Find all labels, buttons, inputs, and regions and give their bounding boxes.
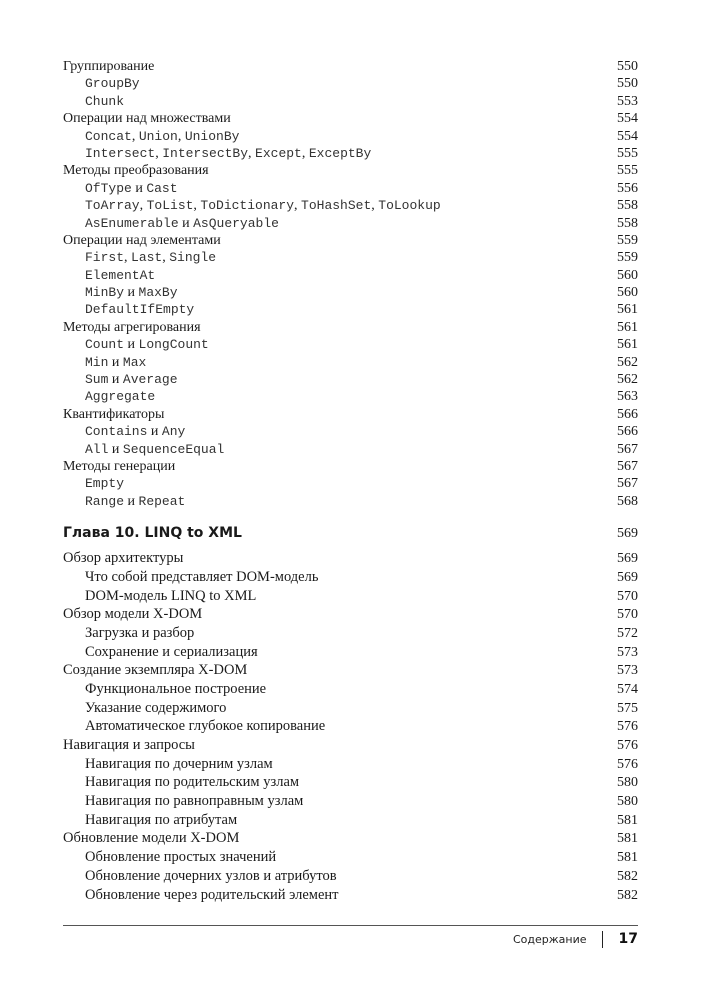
code-term: All [85,441,109,457]
toc-entry [63,699,638,718]
toc-entry [63,680,638,699]
code-term: Count [85,337,125,353]
toc-entry-title [63,75,140,92]
toc-entry-page: 568 [617,493,638,509]
toc-entry-page: 567 [617,441,638,457]
toc-entry-title: Функциональное построение [85,680,267,697]
toc-entry-page: 556 [617,180,638,196]
text-fragment: , [139,198,147,214]
toc-entry-page: 582 [617,887,638,903]
toc-entry-title [63,475,124,492]
toc-entry-page: 580 [617,775,638,791]
toc-entry-page: 562 [617,372,638,388]
toc-entry [63,549,638,568]
text-fragment: и [108,372,123,388]
toc-entry-page: 570 [617,607,638,623]
page-footer [513,930,638,948]
text-fragment: Методы преобразования [63,163,209,179]
toc-entry-page: 555 [617,163,638,179]
toc-entry-page: 566 [617,406,638,422]
toc-entry [63,162,638,179]
code-term: UnionBy [184,128,240,144]
toc-entry-title: Обновление дочерних узлов и атрибутов [85,867,337,884]
toc-entry-page: 560 [617,285,638,301]
toc-entry-title [63,162,209,179]
toc-entry [63,773,638,792]
toc-entry-page: 561 [617,302,638,318]
code-term: ExceptBy [308,145,372,161]
toc-entry-page: 561 [617,337,638,353]
code-term: ToDictionary [200,198,295,214]
toc-entry-title [63,267,155,284]
toc-entry [63,232,638,249]
toc-entry [63,110,638,127]
toc-entry [63,568,638,587]
toc-entry [63,848,638,867]
text-fragment: Группирование [63,59,155,74]
toc-entry-title: Навигация по атрибутам [85,811,238,828]
footer-section-label: Содержание [512,932,587,946]
text-fragment: , [371,198,379,214]
toc-entry [63,197,638,214]
code-term: Any [161,424,186,440]
code-term: ToLookup [378,198,441,214]
code-term: Single [169,250,217,266]
toc-entry [63,128,638,145]
code-term: OfType [85,180,132,196]
toc-entry-title [63,197,441,214]
code-term: DefaultIfEmpty [85,302,195,318]
toc-entry-page: 558 [617,198,638,214]
toc-entry-title: Обзор архитектуры [63,550,184,567]
toc-entry [63,605,638,624]
text-fragment: Операции над элементами [63,232,221,248]
text-fragment: и [124,493,139,509]
toc-entry-title [63,180,178,197]
toc-entry [63,458,638,475]
toc-entry [63,354,638,371]
footer-divider [63,925,638,926]
toc-entry-title [63,441,224,458]
text-fragment: Операции над множествами [63,111,231,127]
toc-entry-title [63,301,194,318]
toc-entry-page: 575 [617,700,638,716]
toc-entry-page: 569 [617,569,638,585]
text-fragment: Методы агрегирования [63,319,201,335]
toc-entry-page: 581 [617,812,638,828]
toc-entry-title: Загрузка и разбор [85,624,195,641]
toc-entry-page: 581 [617,831,638,847]
toc-entry-title [63,249,216,266]
code-term: Last [131,250,163,266]
text-fragment: , [155,145,163,161]
text-fragment: , [177,128,185,144]
toc-entry-page: 573 [617,644,638,660]
toc-entry [63,336,638,353]
toc-entry [63,58,638,75]
toc-entry-title [63,388,155,405]
toc-entry [63,215,638,232]
toc-entry-title: Обзор модели X-DOM [63,606,203,623]
toc-entry [63,145,638,162]
toc-entry [63,267,638,284]
toc-entry-page: 554 [617,128,638,144]
toc-entry-page: 560 [617,267,638,283]
toc-entry-page: 566 [617,424,638,440]
toc-entry [63,284,638,301]
text-fragment: , [294,198,302,214]
toc-entry [63,93,638,110]
code-term: MinBy [85,285,125,301]
code-term: Cast [146,180,178,196]
toc-entry [63,755,638,774]
code-term: ToHashSet [301,198,372,214]
toc-entry-page: 582 [617,868,638,884]
toc-entry-title: Навигация и запросы [63,737,195,754]
code-term: Sum [85,372,109,388]
toc-entry-title [63,93,124,110]
toc-entry [63,423,638,440]
page-number: 17 [618,931,638,947]
toc-entry-title: Что собой представляет DOM-модель [85,568,319,585]
code-term: Chunk [85,93,125,109]
toc-entry-page: 572 [617,625,638,641]
toc-entry-page: 550 [617,76,638,92]
toc-entry-title [63,336,209,353]
toc-entry-title [63,319,201,336]
toc-entry-title [63,423,185,440]
text-fragment: Методы генерации [63,458,176,474]
text-fragment: , [248,145,256,161]
code-term: Aggregate [85,389,156,405]
toc-entry [63,441,638,458]
toc-entry-title [63,145,371,162]
footer-separator [602,931,603,948]
code-term: SequenceEqual [122,441,225,457]
toc-entry [63,829,638,848]
code-term: AsEnumerable [85,215,179,231]
toc-entry-title: Навигация по родительским узлам [85,774,300,791]
toc-entry [63,886,638,905]
toc-entry-title [63,110,231,127]
toc-entry-title [63,406,164,423]
toc-entry-page: 558 [617,215,638,231]
text-fragment: и [131,180,147,196]
code-term: ToArray [85,198,140,214]
toc-entry-page: 576 [617,738,638,754]
toc-entry-title [63,128,239,145]
code-term: Range [85,493,125,509]
code-term: First [85,250,125,266]
code-term: Contains [85,424,148,440]
toc-entry [63,624,638,643]
toc-entry-page: 581 [617,850,638,866]
toc-entry [63,587,638,606]
toc-entry [63,867,638,886]
toc-entry-title [63,458,175,475]
code-term: AsQueryable [193,215,279,231]
toc-entry [63,736,638,755]
toc-entry [63,493,638,510]
toc-entry-title: Обновление через родительский элемент [85,886,339,903]
toc-entry-title [63,354,146,371]
toc-entry-page: 567 [617,476,638,492]
toc-entry-page: 550 [617,59,638,74]
toc-entry-page: 553 [617,93,638,109]
code-term: Except [255,145,302,161]
text-fragment: и [147,424,162,440]
code-term: Max [122,354,147,370]
toc-entry-title [63,493,185,510]
toc-entry [63,249,638,266]
toc-entry-page: 573 [617,663,638,679]
toc-entry-page: 580 [617,794,638,810]
chapter-page: 569 [617,526,638,542]
chapter-heading [63,523,638,543]
toc-entry-title: Навигация по дочерним узлам [85,755,273,772]
text-fragment: , [124,250,132,266]
toc-entry-title [63,371,178,388]
toc-entry-page: 555 [617,145,638,161]
text-fragment: и [108,441,123,457]
toc-entry-page: 569 [617,551,638,567]
table-of-contents [63,58,638,904]
toc-entry [63,661,638,680]
text-fragment: Квантификаторы [63,406,165,422]
toc-entry-title [63,284,178,301]
toc-entry-page: 570 [617,588,638,604]
toc-entry [63,811,638,830]
toc-entry-title: Указание содержимого [85,699,227,716]
code-term: Intersect [85,145,156,161]
toc-entry-page: 562 [617,354,638,370]
toc-entry [63,792,638,811]
text-fragment: и [124,285,139,301]
toc-entry [63,406,638,423]
text-fragment: , [193,198,201,214]
toc-entry [63,301,638,318]
toc-entry [63,75,638,92]
toc-entry-page: 559 [617,232,638,248]
toc-entry-title: Обновление простых значений [85,849,277,866]
code-term: LongCount [138,337,209,353]
toc-section-linq-to-xml [63,549,638,904]
text-fragment: , [301,145,309,161]
code-term: IntersectBy [162,145,249,161]
chapter-title: Глава 10. LINQ to XML [63,525,242,542]
toc-section-linq-operators [63,58,638,510]
toc-entry-title: DOM-модель LINQ to XML [85,587,257,604]
code-term: Union [138,128,178,144]
toc-entry [63,717,638,736]
code-term: GroupBy [85,76,140,92]
code-term: ToList [146,198,194,214]
toc-entry-title [63,232,221,249]
toc-entry-title: Создание экземпляра X-DOM [63,662,248,679]
code-term: Repeat [138,493,186,509]
toc-entry-page: 561 [617,319,638,335]
code-term: Average [122,372,178,388]
toc-entry-page: 554 [617,111,638,127]
toc-entry-title: Автоматическое глубокое копирование [85,718,326,735]
toc-entry [63,388,638,405]
text-fragment: и [124,337,139,353]
toc-entry [63,371,638,388]
text-fragment: , [162,250,170,266]
toc-entry [63,319,638,336]
toc-entry-title [63,215,279,232]
code-term: Concat [85,128,132,144]
toc-entry-page: 576 [617,756,638,772]
code-term: MaxBy [138,285,178,301]
toc-entry-page: 563 [617,389,638,405]
text-fragment: , [131,128,139,144]
code-term: Empty [85,476,125,492]
toc-entry-title: Навигация по равноправным узлам [85,793,304,810]
toc-entry [63,643,638,662]
toc-entry-page: 559 [617,250,638,266]
toc-entry-title: Обновление модели X-DOM [63,830,240,847]
code-term: ElementAt [85,267,156,283]
text-fragment: и [108,354,123,370]
toc-entry-page: 567 [617,458,638,474]
text-fragment: и [178,215,194,231]
toc-entry-title: Сохранение и сериализация [85,643,258,660]
code-term: Min [85,354,109,370]
toc-entry [63,180,638,197]
toc-entry-page: 576 [617,719,638,735]
toc-entry-page: 574 [617,681,638,697]
toc-entry-title [63,58,154,75]
toc-entry [63,475,638,492]
